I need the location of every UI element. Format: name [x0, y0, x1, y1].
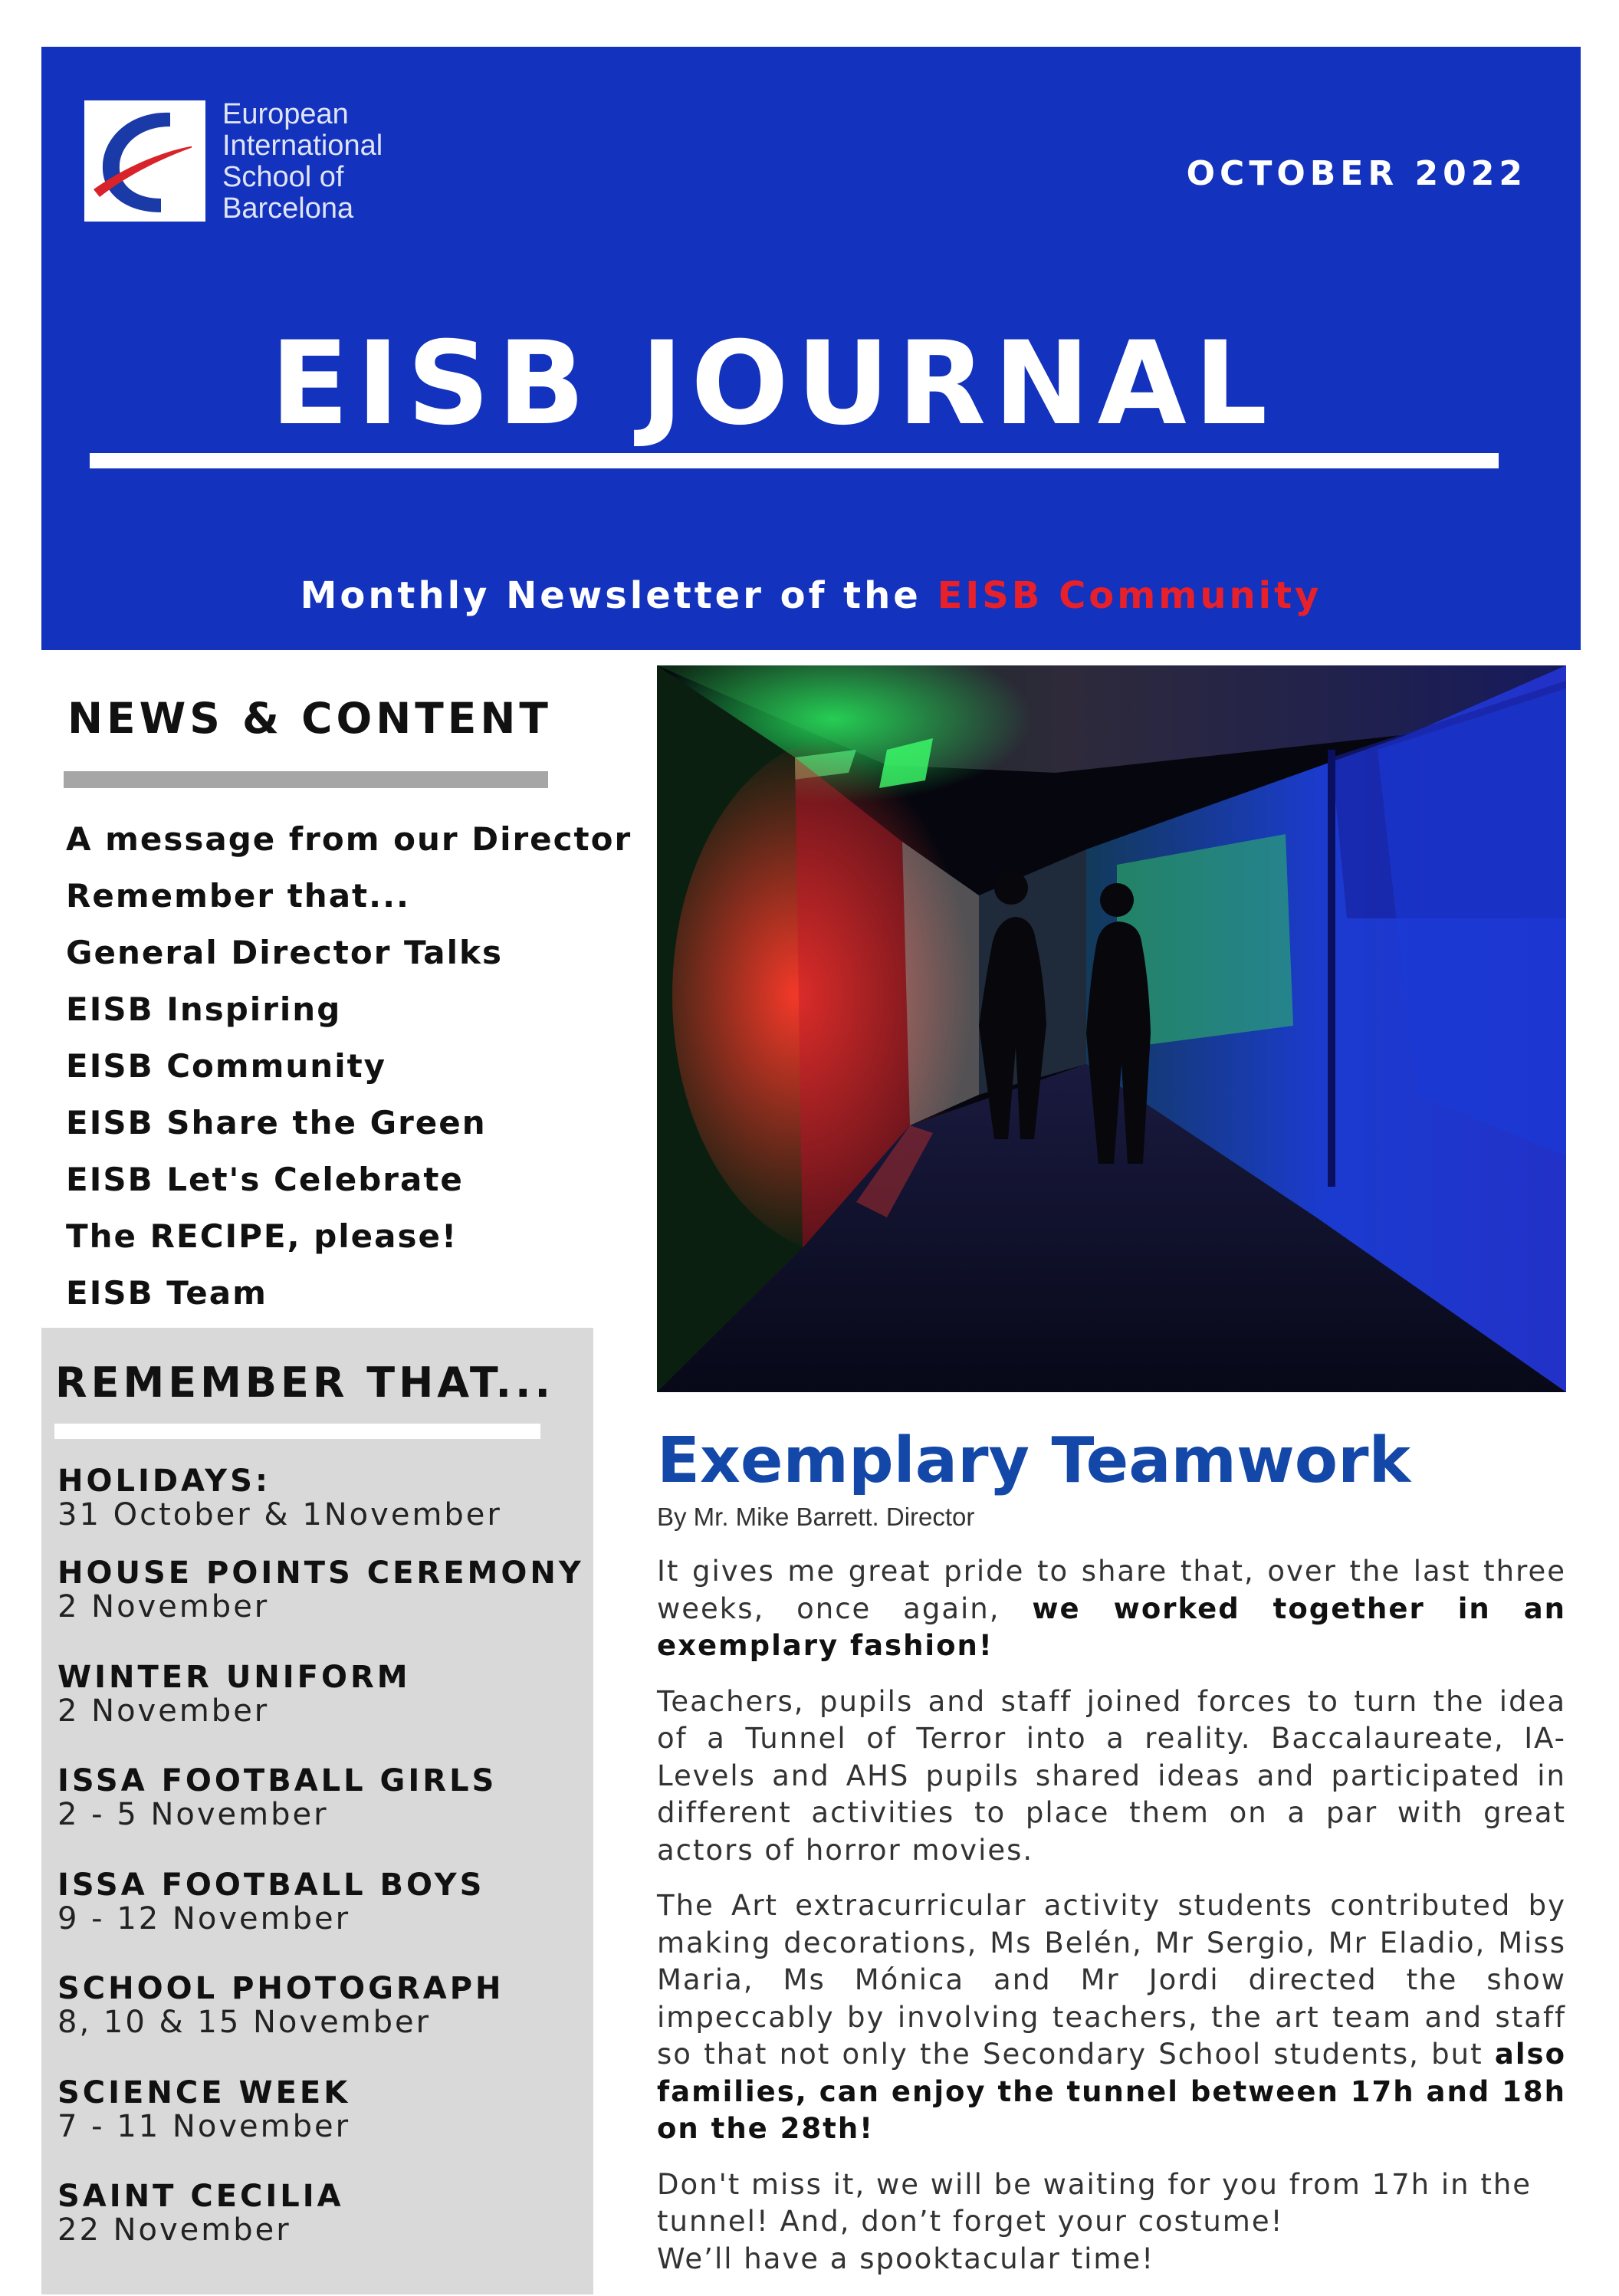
event-date: 7 - 11 November [57, 2109, 351, 2144]
event-name: WINTER UNIFORM [57, 1660, 411, 1695]
event-name: ISSA FOOTBALL GIRLS [57, 1763, 498, 1798]
school-name [222, 99, 383, 225]
school-logo [84, 99, 406, 223]
journal-title [41, 317, 1581, 451]
event-date: 2 November [57, 1589, 270, 1624]
school-name-line: School of [222, 161, 344, 193]
news-item: EISB Community [66, 1047, 387, 1085]
journal-title-text: EISB JOURNAL [270, 317, 1276, 451]
event-name: HOUSE POINTS CEREMONY [57, 1555, 584, 1591]
event-item [57, 1868, 484, 1936]
header-banner [41, 47, 1581, 650]
article-title: Exemplary Teamwork [657, 1424, 1411, 1497]
school-name-line: International [222, 130, 383, 162]
school-name-line: European [222, 98, 349, 130]
remember-heading: REMEMBER THAT... [55, 1358, 555, 1407]
remember-panel [41, 1328, 593, 2294]
subtitle-accent: EISB Community [937, 574, 1322, 617]
paragraph-emphasis: we worked together in an exemplary fashion! [657, 1591, 1567, 1662]
event-item [57, 1660, 411, 1728]
remember-divider [54, 1424, 540, 1439]
news-item: EISB Team [66, 1274, 268, 1312]
title-divider [90, 453, 1499, 468]
event-date: 2 November [57, 1693, 270, 1729]
news-item: A message from our Director [66, 820, 632, 858]
article-paragraph: Teachers, pupils and staff joined forces to turn the idea of a Tunnel of Terror into a reality. Baccalaureate, IA-Levels and AHS pupils shared ideas and participated in different activities to place them on a par with great actors of horror movies. [657, 1684, 1566, 1867]
event-date: 9 - 12 November [57, 1901, 351, 1936]
event-item [57, 1764, 497, 1831]
article-paragraph [657, 1887, 1566, 2148]
news-item: General Director Talks [66, 934, 503, 971]
event-date: 8, 10 & 15 November [57, 2005, 432, 2040]
subtitle-main: Monthly Newsletter of the [300, 574, 921, 617]
tunnel-of-terror-photo [657, 665, 1566, 1392]
school-logo-icon [84, 100, 205, 222]
paragraph-text: It gives me great pride to share that, over the last three weeks, once again, [657, 1555, 1566, 1625]
news-item: EISB Let's Celebrate [66, 1161, 464, 1198]
event-name: HOLIDAYS: [57, 1463, 271, 1499]
paragraph-text: Don't miss it, we will be waiting for you from 17h in the tunnel! And, don’t forget your costume! [657, 2167, 1532, 2238]
event-item [57, 1464, 502, 1532]
event-item [57, 2076, 350, 2143]
event-item [57, 1556, 584, 1624]
news-item: Remember that... [66, 877, 410, 915]
issue-date: OCTOBER 2022 [1186, 154, 1527, 193]
event-date: 31 October & 1November [57, 1497, 502, 1532]
news-divider [64, 771, 548, 788]
event-date: 2 - 5 November [57, 1797, 329, 1832]
event-item [57, 2179, 344, 2247]
news-content-heading: NEWS & CONTENT [67, 694, 552, 743]
event-date: 22 November [57, 2212, 291, 2248]
paragraph-text: We’ll have a spooktacular time! [657, 2242, 1155, 2275]
paragraph-text: The Art extracurricular activity students contributed by making decorations, Ms Belén, Mr Sergio, Mr Eladio, Miss Maria, Ms Mónica and Mr Jordi directed the show impeccably by involving teachers, the art team and staff so that not only the Secondary School students, but [657, 1889, 1566, 2071]
news-item: The RECIPE, please! [66, 1217, 458, 1255]
paragraph-emphasis: also families, can enjoy the tunnel between 17h and 18h on the 28th! [657, 2038, 1566, 2145]
event-name: SAINT CECILIA [57, 2179, 344, 2214]
event-name: ISSA FOOTBALL BOYS [57, 1867, 485, 1903]
article-paragraph [657, 2166, 1566, 2278]
school-name-line: Barcelona [222, 192, 354, 225]
journal-subtitle [41, 574, 1581, 617]
news-content-list [66, 816, 632, 1327]
news-item: EISB Share the Green [66, 1104, 487, 1141]
article-paragraph [657, 1553, 1566, 1665]
article-body [657, 1553, 1566, 2296]
news-item: EISB Inspiring [66, 990, 342, 1028]
tunnel-photo-illustration [657, 665, 1566, 1392]
article-byline: By Mr. Mike Barrett. Director [657, 1503, 975, 1531]
event-item [57, 1972, 504, 2039]
event-name: SCIENCE WEEK [57, 2075, 351, 2110]
event-name: SCHOOL PHOTOGRAPH [57, 1971, 504, 2006]
